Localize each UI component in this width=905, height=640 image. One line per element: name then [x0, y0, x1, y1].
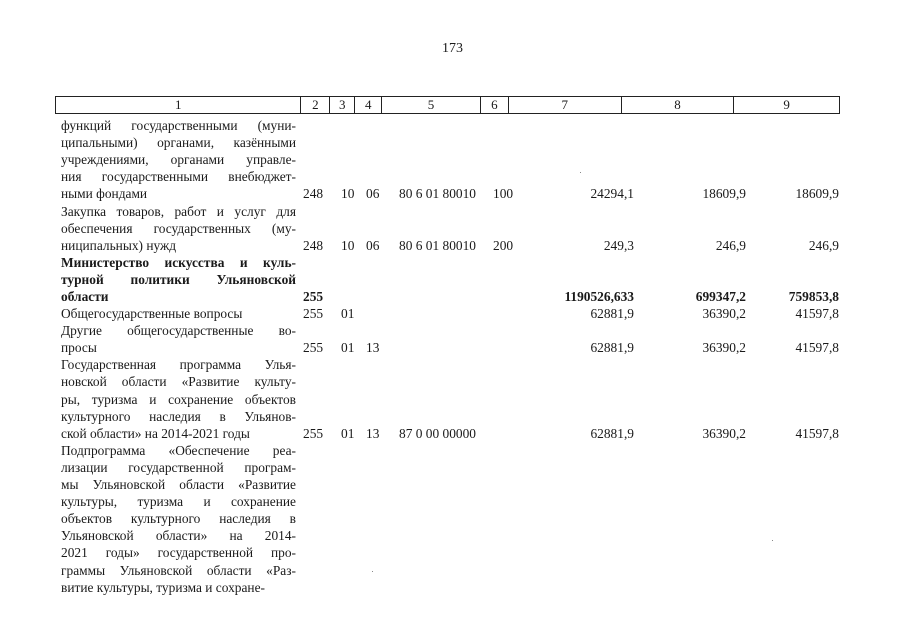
row-name-line: лизации государственной програм- [61, 459, 296, 475]
cell-c2: 248 [303, 237, 324, 253]
cell-c2: 255 [303, 340, 324, 356]
header-col-1: 1 [56, 97, 301, 113]
row-name-line: ными фондами [61, 186, 148, 202]
row-name-line: ния государственными внебюджет- [61, 169, 296, 185]
row-name-line: 2021 годы» государственной про- [61, 545, 296, 561]
row-name-line: просы [61, 340, 97, 356]
row-name-line: граммы Ульяновской области «Раз- [61, 562, 296, 578]
cell-c9: 18609,9 [795, 186, 839, 202]
row-name-line: мы Ульяновской области «Развитие [61, 477, 296, 493]
row-name-line: Государственная программа Улья- [61, 357, 296, 373]
cell-c5: 80 6 01 80010 [399, 237, 476, 253]
row-name-line: объектов культурного наследия в [61, 511, 296, 527]
table-row [0, 322, 905, 356]
row-name-line: культурного наследия в Ульянов- [61, 408, 296, 424]
row-name [61, 117, 296, 202]
cell-c3: 01 [341, 340, 355, 356]
cell-c3: 10 [341, 237, 355, 253]
row-name [61, 322, 296, 356]
cell-c8: 36390,2 [702, 306, 746, 322]
row-name-line: Ульяновской области» на 2014- [61, 528, 296, 544]
table-row [0, 442, 905, 596]
header-col-5: 5 [382, 97, 481, 113]
row-name [61, 203, 296, 254]
header-col-9: 9 [783, 97, 790, 112]
cell-c4: 13 [366, 340, 380, 356]
cell-c7: 249,3 [603, 237, 634, 253]
table-row [0, 356, 905, 442]
row-name-line: функций государственными (муни- [61, 118, 296, 133]
cell-c9: 41597,8 [795, 425, 839, 441]
cell-c3: 01 [341, 425, 355, 441]
cell-c5: 80 6 01 80010 [399, 186, 476, 202]
row-name [61, 356, 296, 441]
cell-c2: 248 [303, 186, 324, 202]
header-col-4: 4 [355, 97, 382, 113]
cell-c7: 62881,9 [590, 425, 634, 441]
row-name-line: ципальными) органами, казёнными [61, 135, 296, 151]
cell-c7: 1190526,633 [564, 288, 634, 304]
cell-c4: 13 [366, 425, 380, 441]
row-name-line: Министерство искусства и куль- [61, 254, 296, 270]
row-name-line: ры, туризма и сохранение объектов [61, 391, 296, 407]
cell-c9: 41597,8 [795, 306, 839, 322]
cell-c2: 255 [303, 288, 324, 304]
cell-c7: 24294,1 [590, 186, 634, 202]
cell-c6: 200 [493, 237, 514, 253]
row-name-line: ниципальных) нужд [61, 237, 177, 253]
row-name-line: ской области» на 2014-2021 годы [61, 425, 250, 441]
row-name-line: учреждениями, органами управле- [61, 152, 296, 168]
row-name-line: культуры, туризма и сохранение [61, 494, 296, 510]
cell-c4: 06 [366, 186, 380, 202]
cell-c8: 699347,2 [695, 288, 746, 304]
row-name-line: новской области «Развитие культу- [61, 374, 296, 390]
row-name-line: обеспечения государственных (му- [61, 220, 296, 236]
cell-c9: 246,9 [808, 237, 839, 253]
row-name-line: области [61, 288, 109, 304]
cell-c9: 41597,8 [795, 340, 839, 356]
cell-c6: 100 [493, 186, 514, 202]
header-col-6: 6 [481, 97, 509, 113]
cell-c3: 01 [341, 306, 355, 322]
row-name [61, 254, 296, 305]
row-name-line: Общегосударственные вопросы [61, 306, 243, 322]
cell-c7: 62881,9 [590, 306, 634, 322]
row-name [61, 305, 296, 322]
cell-c4: 06 [366, 237, 380, 253]
cell-c2: 255 [303, 425, 324, 441]
header-col-7: 7 [509, 97, 622, 113]
row-name-line: Подпрограмма «Обеспечение реа- [61, 442, 296, 458]
table-row [0, 117, 905, 203]
scan-speck [772, 540, 773, 541]
row-name-line: Закупка товаров, работ и услуг для [61, 203, 296, 219]
scan-speck [372, 571, 373, 572]
scan-speck [580, 172, 581, 173]
header-col-8: 8 [622, 97, 735, 113]
table-row [0, 254, 905, 305]
row-name [61, 442, 296, 596]
cell-c3: 10 [341, 186, 355, 202]
cell-c8: 36390,2 [702, 340, 746, 356]
row-name-line: турной политики Ульяновской [61, 271, 296, 287]
table-row [0, 305, 905, 322]
cell-c5: 87 0 00 00000 [399, 425, 476, 441]
cell-c9: 759853,8 [788, 288, 839, 304]
table-header-row [55, 96, 840, 114]
row-name-line: Другие общегосударственные во- [61, 323, 296, 339]
cell-c8: 36390,2 [702, 425, 746, 441]
table-row [0, 203, 905, 254]
row-name-line: витие культуры, туризма и сохране- [61, 579, 265, 595]
cell-c8: 246,9 [715, 237, 746, 253]
header-col-3: 3 [330, 97, 355, 113]
cell-c7: 62881,9 [590, 340, 634, 356]
cell-c8: 18609,9 [702, 186, 746, 202]
header-col-2: 2 [301, 97, 330, 113]
cell-c2: 255 [303, 306, 324, 322]
page-number: 173 [442, 41, 463, 56]
